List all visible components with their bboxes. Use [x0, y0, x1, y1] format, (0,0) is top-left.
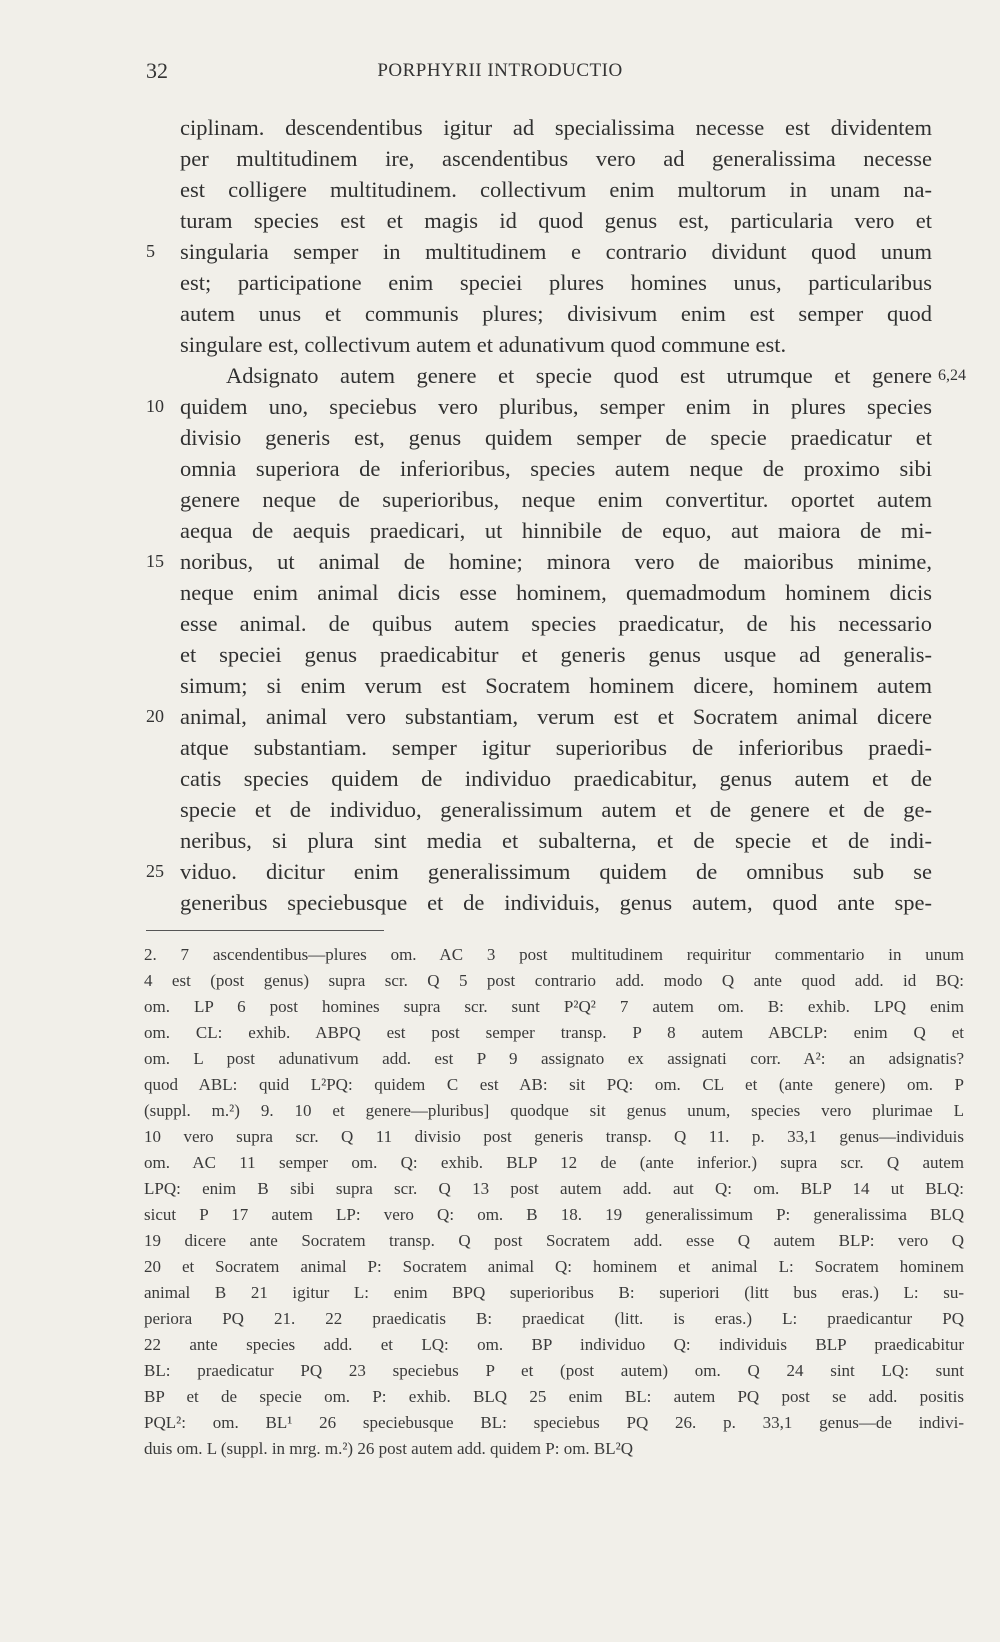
text-line: Adsignato autem genere et specie quod est utrumque et genere [226, 363, 932, 388]
page-number: 32 [146, 58, 168, 83]
apparatus-line: animal B 21 igitur L: enim BPQ superioribus B: superiori (litt bus eras.) L: su- [144, 1283, 964, 1302]
text-line: et speciei genus praedicabitur et generis genus usque ad generalis- [180, 642, 932, 667]
text-line: specie et de individuo, generalissimum autem et de genere et de ge- [180, 797, 932, 822]
apparatus-line: om. AC 11 semper om. Q: exhib. BLP 12 de (ante inferior.) supra scr. Q autem [144, 1153, 964, 1172]
page-header [0, 58, 1000, 94]
apparatus-line: om. CL: exhib. ABPQ est post semper transp. P 8 autem ABCLP: enim Q et [144, 1023, 964, 1042]
apparatus-line: PQL²: om. BL¹ 26 speciebusque BL: speciebus PQ 26. p. 33,1 genus—de indivi- [144, 1413, 964, 1432]
line-number: 20 [146, 706, 164, 726]
text-line: quidem uno, speciebus vero pluribus, semper enim in plures species [180, 394, 932, 419]
text-line: noribus, ut animal de homine; minora vero de maioribus minime, [180, 549, 932, 574]
text-line: genere neque de superioribus, neque enim convertitur. oportet autem [180, 487, 932, 512]
apparatus-line: BP et de specie om. P: exhib. BLQ 25 enim BL: autem PQ post se add. positis [144, 1387, 964, 1406]
text-line: atque substantiam. semper igitur superioribus de inferioribus praedi- [180, 735, 932, 760]
text-line: divisio generis est, genus quidem semper de specie praedicatur et [180, 425, 932, 450]
line-number: 25 [146, 861, 164, 881]
text-line: esse animal. de quibus autem species praedicatur, de his necessario [180, 611, 932, 636]
apparatus-line: sicut P 17 autem LP: vero Q: om. B 18. 19 generalissimum P: generalissima BLQ [144, 1205, 964, 1224]
text-line: autem unus et communis plures; divisivum enim est semper quod [180, 301, 932, 326]
line-number: 10 [146, 396, 164, 416]
apparatus-line: 4 est (post genus) supra scr. Q 5 post contrario add. modo Q ante quod add. id BQ: [144, 971, 964, 990]
line-number: 5 [146, 241, 155, 261]
margin-reference: 6,24 [938, 367, 966, 384]
running-title: PORPHYRII INTRODUCTIO [377, 60, 623, 81]
apparatus-line: duis om. L (suppl. in mrg. m.²) 26 post autem add. quidem P: om. BL²Q [144, 1439, 634, 1458]
text-line: generibus speciebusque et de individuis, genus autem, quod ante spe- [180, 890, 932, 915]
apparatus-line: (suppl. m.²) 9. 10 et genere—pluribus] quodque sit genus unum, species vero plurimae L [144, 1101, 964, 1120]
text-line: omnia superiora de inferioribus, species autem neque de proximo sibi [180, 456, 932, 481]
apparatus-line: 19 dicere ante Socratem transp. Q post Socratem add. esse Q autem BLP: vero Q [144, 1231, 964, 1250]
apparatus-line: quod ABL: quid L²PQ: quidem C est AB: sit PQ: om. CL et (ante genere) om. P [144, 1075, 964, 1094]
text-line: turam species est et magis id quod genus est, particularia vero et [180, 208, 932, 233]
apparatus-line: LPQ: enim B sibi supra scr. Q 13 post autem add. aut Q: om. BLP 14 ut BLQ: [144, 1179, 964, 1198]
apparatus-line: periora PQ 21. 22 praedicatis B: praedicat (litt. is eras.) L: praedicantur PQ [144, 1309, 964, 1328]
text-line: singularia semper in multitudinem e contrario dividunt quod unum [180, 239, 932, 264]
footnote-divider [146, 930, 384, 931]
apparatus-line: 10 vero supra scr. Q 11 divisio post generis transp. Q 11. p. 33,1 genus—individuis [144, 1127, 964, 1146]
text-line: neque enim animal dicis esse hominem, quemadmodum hominem dicis [180, 580, 932, 605]
apparatus-line: 22 ante species add. et LQ: om. BP individuo Q: individuis BLP praedicabitur [144, 1335, 964, 1354]
text-line: est colligere multitudinem. collectivum enim multorum in unam na- [180, 177, 932, 202]
apparatus-line: 20 et Socratem animal P: Socratem animal Q: hominem et animal L: Socratem hominem [144, 1257, 964, 1276]
text-line: viduo. dicitur enim generalissimum quidem de omnibus sub se [180, 859, 932, 884]
text-line: animal, animal vero substantiam, verum est et Socratem animal dicere [180, 704, 932, 729]
line-number: 15 [146, 551, 164, 571]
text-line: ciplinam. descendentibus igitur ad specialissima necesse est dividentem [180, 115, 932, 140]
apparatus-line: 2. 7 ascendentibus—plures om. AC 3 post multitudinem requiritur commentario in unum [144, 945, 964, 964]
text-line: catis species quidem de individuo praedicabitur, genus autem et de [180, 766, 932, 791]
text-line: est; participatione enim speciei plures homines unus, particularibus [180, 270, 932, 295]
apparatus-line: om. LP 6 post homines supra scr. sunt P²Q² 7 autem om. B: exhib. LPQ enim [144, 997, 964, 1016]
text-line: per multitudinem ire, ascendentibus vero ad generalissima necesse [180, 146, 932, 171]
text-line: aequa de aequis praedicari, ut hinnibile de equo, aut maiora de mi- [180, 518, 932, 543]
text-line: singulare est, collectivum autem et adunativum quod commune est. [180, 332, 787, 357]
text-line: simum; si enim verum est Socratem hominem dicere, hominem autem [180, 673, 932, 698]
apparatus-line: om. L post adunativum add. est P 9 assignato ex assignati corr. A²: an adsignatis? [144, 1049, 964, 1068]
apparatus-line: BL: praedicatur PQ 23 speciebus P et (post autem) om. Q 24 sint LQ: sunt [144, 1361, 964, 1380]
text-line: neribus, si plura sint media et subalterna, et de specie et de indi- [180, 828, 932, 853]
